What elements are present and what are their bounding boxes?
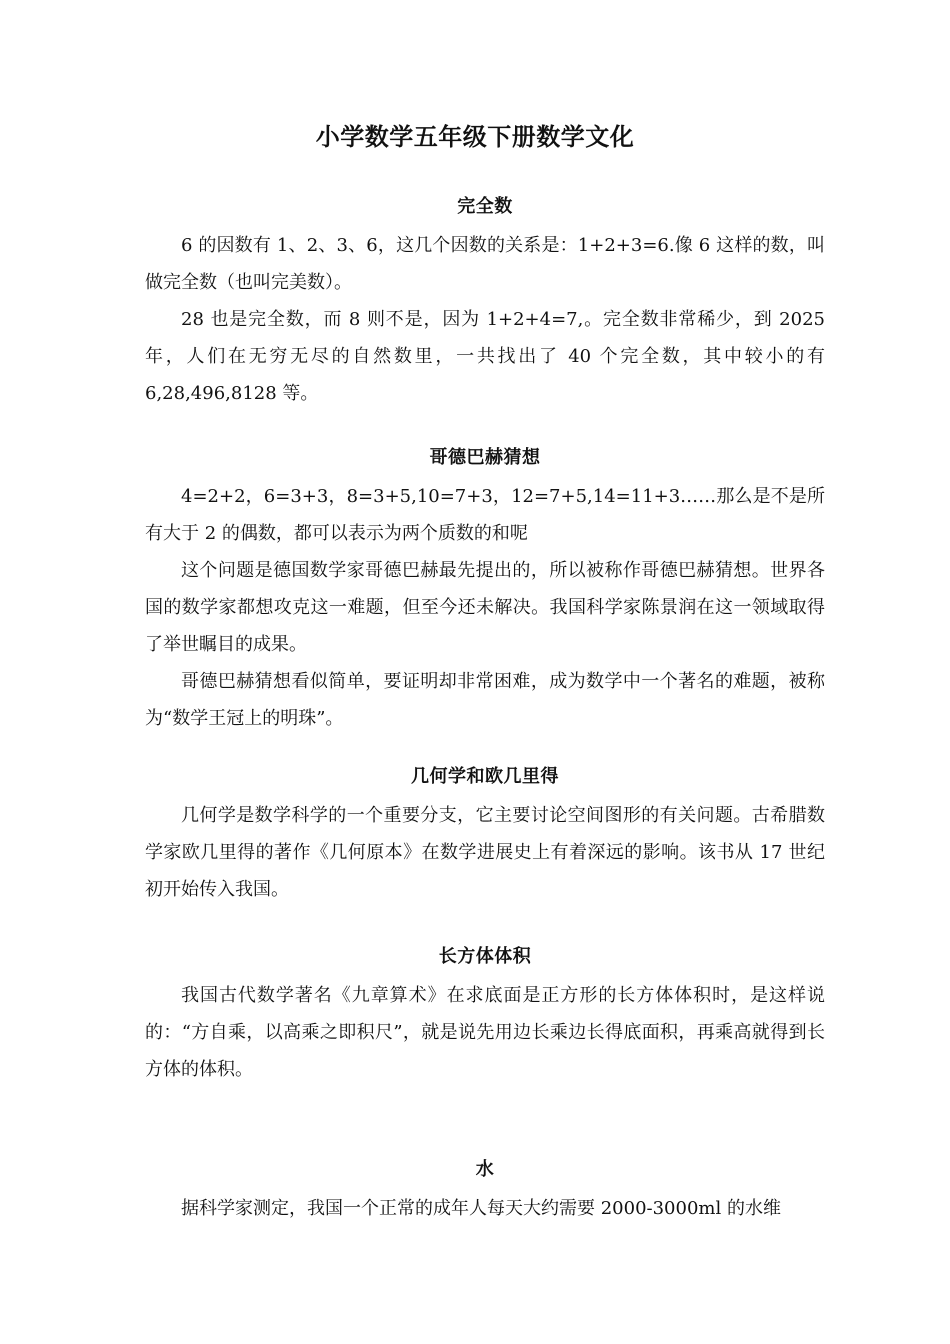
- section-heading: 几何学和欧几里得: [411, 766, 559, 787]
- paragraph: 这个问题是德国数学家哥德巴赫最先提出的，所以被称作哥德巴赫猜想。世界各国的数学家都想攻克这一难题，但至今还未解决。我国科学家陈景润在这一领域取得了举世瞩目的成果。: [145, 560, 825, 655]
- section-cuboid-volume: [145, 945, 825, 1088]
- section-heading: 水: [475, 1159, 495, 1180]
- paragraph: 据科学家测定，我国一个正常的成年人每天大约需要 2000-3000ml 的水维: [181, 1198, 781, 1219]
- section-heading: 长方体体积: [438, 946, 532, 967]
- section-heading: 完全数: [457, 196, 513, 217]
- page-title: 小学数学五年级下册数学文化: [315, 123, 635, 151]
- section-geometry-euclid: [145, 765, 825, 908]
- section-heading: 哥德巴赫猜想: [429, 447, 541, 468]
- paragraph: 4=2+2，6=3+3，8=3+5,10=7+3，12=7+5,14=11+3……那么是不是所有大于 2 的偶数，都可以表示为两个质数的和呢: [145, 486, 825, 544]
- paragraph: 几何学是数学科学的一个重要分支，它主要讨论空间图形的有关问题。古希腊数学家欧几里得的著作《几何原本》在数学进展史上有着深远的影响。该书从 17 世纪初开始传入我国。: [145, 805, 825, 900]
- section-water: [145, 1158, 825, 1227]
- paragraph: 28 也是完全数，而 8 则不是，因为 1+2+4=7,。完全数非常稀少，到 2025 年，人们在无穷无尽的自然数里，一共找出了 40 个完全数，其中较小的有 6,28,496,8128 等。: [145, 309, 825, 404]
- paragraph: 6 的因数有 1、2、3、6，这几个因数的关系是：1+2+3=6.像 6 这样的数，叫做完全数（也叫完美数）。: [145, 235, 825, 293]
- paragraph: 哥德巴赫猜想看似简单，要证明却非常困难，成为数学中一个著名的难题，被称为“数学王冠上的明珠”。: [145, 671, 825, 729]
- paragraph: 我国古代数学著名《九章算术》在求底面是正方形的长方体体积时，是这样说的：“方自乘，以高乘之即积尺”，就是说先用边长乘边长得底面积，再乘高就得到长方体的体积。: [145, 985, 825, 1080]
- section-goldbach-conjecture: [145, 446, 825, 737]
- section-perfect-number: [145, 195, 825, 412]
